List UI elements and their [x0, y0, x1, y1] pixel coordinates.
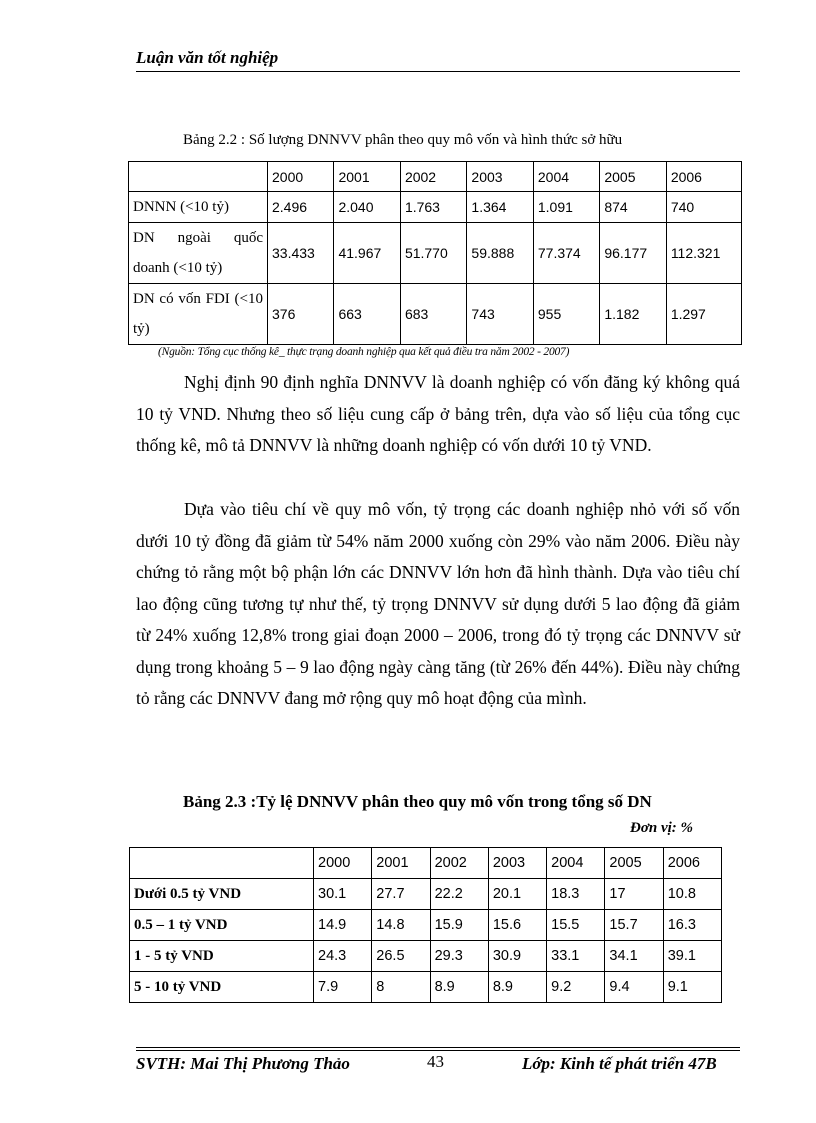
table-cell: 9.1 [663, 972, 721, 1003]
footer-class: Lớp: Kinh tế phát triển 47B [522, 1054, 717, 1073]
table-row [129, 284, 742, 345]
table-cell: 30.1 [314, 879, 372, 910]
row-label: DNNN (<10 tỷ) [129, 192, 268, 223]
table-cell: 22.2 [430, 879, 488, 910]
year-header: 2006 [666, 162, 741, 192]
table-row [130, 910, 722, 941]
table-cell: 18.3 [547, 879, 605, 910]
table-cell: 17 [605, 879, 663, 910]
table-cell: 14.9 [314, 910, 372, 941]
table-cell: 112.321 [666, 223, 741, 284]
year-header: 2005 [605, 848, 663, 879]
table-cell: 15.5 [547, 910, 605, 941]
table-cell: 51.770 [400, 223, 466, 284]
row-label: 5 - 10 tỷ VND [130, 972, 314, 1003]
table-row [129, 223, 742, 284]
table-cell: 27.7 [372, 879, 430, 910]
body-paragraph-2 [136, 494, 740, 715]
body-paragraph-1 [136, 367, 740, 462]
table-cell: 10.8 [663, 879, 721, 910]
table-cell: 874 [600, 192, 666, 223]
table2-unit: Đơn vị: % [630, 820, 694, 836]
table-header-row [130, 848, 722, 879]
year-header: 2002 [400, 162, 466, 192]
year-header: 2001 [372, 848, 430, 879]
table1-caption-prefix: Bảng 2.2 : [183, 132, 246, 148]
paragraph-text: Dựa vào tiêu chí về quy mô vốn, tỷ trọng các doanh nghiệp nhỏ với số vốn dưới 10 tỷ đồng đã giảm từ 54% năm 2000 xuống còn 29% vào năm 2006. Điều này chứng tỏ rằng một bộ phận lớn các DNNVV lớn hơn đã hình thành. Dựa vào tiêu chí lao động cũng tương tự như thế, tỷ trọng DNNVV sử dụng dưới 5 lao động đã giảm từ 24% xuống 12,8% trong giai đoạn 2000 – 2006, trong đó tỷ trọng các DNNVV sử dụng trong khoảng 5 – 9 lao động ngày càng tăng (từ 26% đến 44%). Điều này chứng tỏ rằng các DNNVV đang mở rộng quy mô hoạt động của mình. [136, 499, 740, 708]
table-cell: 96.177 [600, 223, 666, 284]
table-cell: 20.1 [488, 879, 546, 910]
table-cell: 2.496 [268, 192, 334, 223]
table-cell: 29.3 [430, 941, 488, 972]
table-cell: 16.3 [663, 910, 721, 941]
table-cell: 8 [372, 972, 430, 1003]
header-rule [136, 71, 740, 72]
table-cell: 15.6 [488, 910, 546, 941]
table-cell: 7.9 [314, 972, 372, 1003]
table-cell: 59.888 [467, 223, 533, 284]
table-corner-cell [129, 162, 268, 192]
year-header: 2005 [600, 162, 666, 192]
table-cell: 1.297 [666, 284, 741, 345]
table-cell: 9.4 [605, 972, 663, 1003]
table-cell: 33.433 [268, 223, 334, 284]
table-cell: 740 [666, 192, 741, 223]
row-label: Dưới 0.5 tỷ VND [130, 879, 314, 910]
year-header: 2004 [533, 162, 599, 192]
table-corner-cell [130, 848, 314, 879]
page-number: 43 [427, 1052, 444, 1071]
footer-rule [136, 1047, 740, 1048]
table-cell: 30.9 [488, 941, 546, 972]
table-row [130, 972, 722, 1003]
row-label: 1 - 5 tỷ VND [130, 941, 314, 972]
table-cell: 24.3 [314, 941, 372, 972]
table-row [129, 192, 742, 223]
table-cell: 39.1 [663, 941, 721, 972]
year-header: 2000 [314, 848, 372, 879]
table-cell: 41.967 [334, 223, 400, 284]
year-header: 2003 [488, 848, 546, 879]
paragraph-text: Nghị định 90 định nghĩa DNNVV là doanh nghiệp có vốn đăng ký không quá 10 tỷ VND. Nhưng theo số liệu cung cấp ở bảng trên, dựa vào số liệu của tổng cục thống kê, mô tả DNNVV là những doanh nghiệp có vốn dưới 10 tỷ VND. [136, 372, 740, 455]
table-cell: 2.040 [334, 192, 400, 223]
table-row [130, 941, 722, 972]
table2-caption: Bảng 2.3 :Tỷ lệ DNNVV phân theo quy mô vốn trong tổng số DN [183, 792, 652, 811]
footer-rule [136, 1050, 740, 1051]
table-cell: 15.7 [605, 910, 663, 941]
table-cell: 9.2 [547, 972, 605, 1003]
row-label: DN có vốn FDI (<10 tỷ) [129, 284, 268, 345]
header-title: Luận văn tốt nghiệp [136, 48, 279, 67]
table-cell: 14.8 [372, 910, 430, 941]
table-dnnvv-counts [128, 161, 742, 345]
table-cell: 376 [268, 284, 334, 345]
row-label: DN ngoài quốc doanh (<10 tỷ) [129, 223, 268, 284]
table-cell: 1.763 [400, 192, 466, 223]
table-cell: 26.5 [372, 941, 430, 972]
table-cell: 77.374 [533, 223, 599, 284]
table-cell: 33.1 [547, 941, 605, 972]
year-header: 2003 [467, 162, 533, 192]
year-header: 2002 [430, 848, 488, 879]
table-cell: 8.9 [488, 972, 546, 1003]
table-cell: 34.1 [605, 941, 663, 972]
year-header: 2001 [334, 162, 400, 192]
table-row [130, 879, 722, 910]
year-header: 2006 [663, 848, 721, 879]
row-label: 0.5 – 1 tỷ VND [130, 910, 314, 941]
year-header: 2004 [547, 848, 605, 879]
table-cell: 743 [467, 284, 533, 345]
table-cell: 1.182 [600, 284, 666, 345]
table1-source-note: (Nguồn: Tổng cục thống kê_ thực trạng doanh nghiệp qua kết quả điều tra năm 2002 - 2007) [158, 346, 570, 358]
year-header: 2000 [268, 162, 334, 192]
table1-caption-text: Số lượng DNNVV phân theo quy mô vốn và hình thức sở hữu [248, 132, 623, 148]
footer-author: SVTH: Mai Thị Phương Thảo [136, 1054, 350, 1073]
table1-caption [183, 132, 622, 149]
table-cell: 1.364 [467, 192, 533, 223]
table-cell: 683 [400, 284, 466, 345]
table-cell: 1.091 [533, 192, 599, 223]
table-header-row [129, 162, 742, 192]
table-dnnvv-percent [129, 847, 722, 1003]
table-cell: 663 [334, 284, 400, 345]
table-cell: 8.9 [430, 972, 488, 1003]
table-cell: 15.9 [430, 910, 488, 941]
table-cell: 955 [533, 284, 599, 345]
